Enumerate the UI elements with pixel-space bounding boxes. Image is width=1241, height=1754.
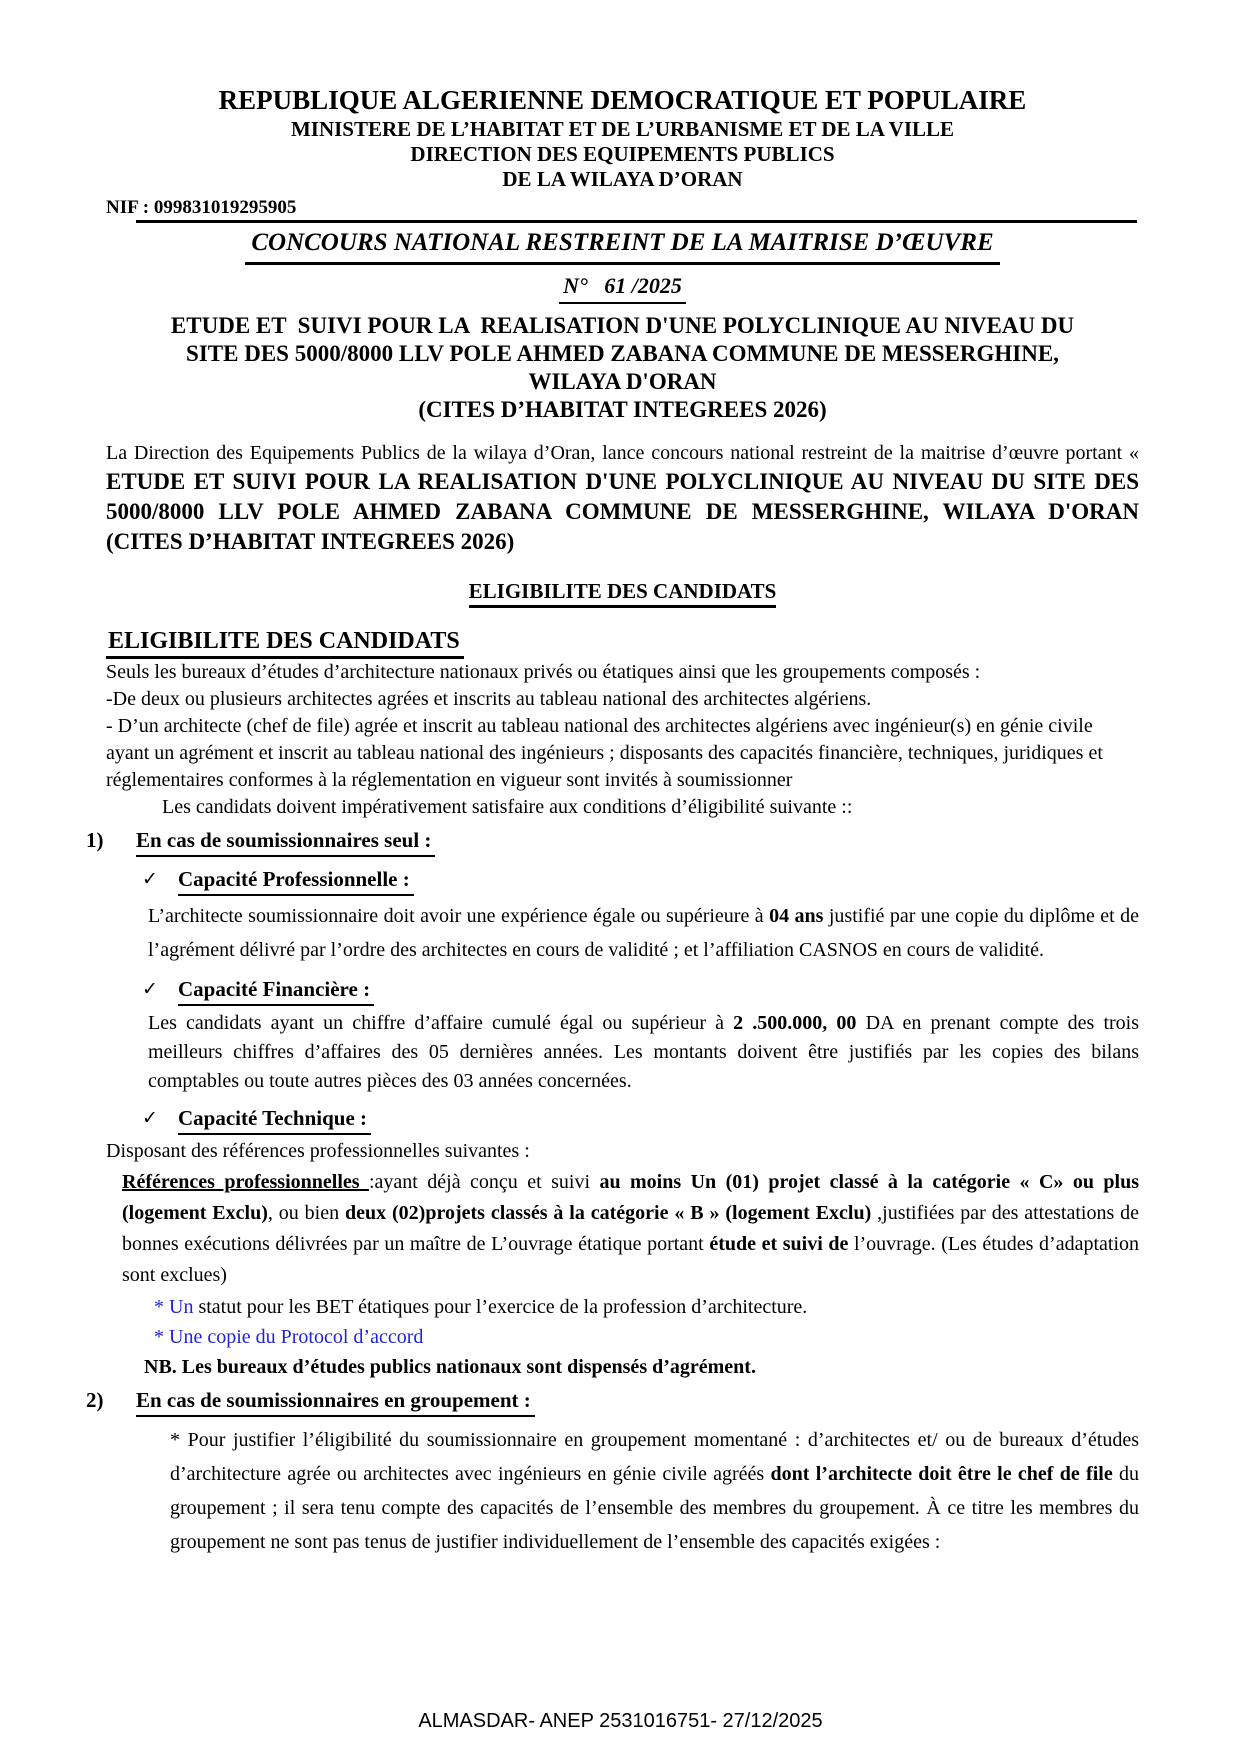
nb-note: NB. Les bureaux d’études publics nationaux sont dispensés d’agrément. xyxy=(144,1356,756,1378)
nif-line xyxy=(106,196,1139,220)
text-segment: statut pour les BET étatiques pour l’exercice de la profession d’architecture. xyxy=(193,1296,808,1318)
capacite-technique-heading xyxy=(142,1104,1139,1135)
text-segment: justifié par une copie du diplôme et de l’agrément délivré par l’ordre des architectes en cours de validité ; et l’affiliation CASNOS en cours de validité. xyxy=(148,905,1140,961)
text-segment: 2 .500.000, 00 xyxy=(733,1012,857,1034)
groupement-paragraph xyxy=(170,1423,1139,1559)
project-title-line: ETUDE ET SUIVI POUR LA REALISATION D'UNE POLYCLINIQUE AU NIVEAU DU xyxy=(170,313,1075,338)
note-protocol-accord xyxy=(154,1323,1139,1351)
check-icon: ✓ xyxy=(142,978,158,1000)
capacite-financiere-heading xyxy=(142,975,1139,1006)
text-segment: ,justifiées par des attestations de bonnes exécutions délivrées par un maître de L’ouvrage étatique portant xyxy=(122,1202,1139,1255)
text-segment: du groupement ; il sera tenu compte des capacités de l’ensemble des membres du groupement. À ce titre les membres du groupement ne sont pas tenus de justifier individuellement de l’ensemble des capacités exigées : xyxy=(170,1463,1140,1553)
project-title-line: WILAYA D'ORAN xyxy=(528,369,717,394)
item-label: En cas de soumissionnaires seul : xyxy=(136,826,435,857)
eligibility-heading-left-text: ELIGIBILITE DES CANDIDATS xyxy=(106,628,464,659)
paragraph-disposant: Disposant des références professionnelles suivantes : xyxy=(106,1140,530,1162)
header-direction: DIRECTION DES EQUIPEMENTS PUBLICS xyxy=(410,142,835,166)
paragraph-architecte-chef: - D’un architecte (chef de file) agrée et inscrit au tableau national des architectes algériens avec ingénieur(s) en génie civile ayant un agrément et inscrit au tableau national des ingénieurs ; disposants des capacités financière, techniques, juridiques et réglementaires conformes à la réglementation en vigueur sont invités à soumissionner xyxy=(106,715,1103,791)
notice-number-heading xyxy=(106,271,1139,304)
check-icon: ✓ xyxy=(142,1107,158,1129)
header-ministry: MINISTERE DE L’HABITAT ET DE L’URBANISME ET DE LA VILLE xyxy=(290,117,955,141)
notice-number-text: N° 61 /2025 xyxy=(559,271,686,304)
text-segment: au moins Un (01) projet classé à la catégorie « C» ou plus (logement Exclu) xyxy=(122,1171,1140,1224)
text-segment: :ayant déjà conçu et suivi xyxy=(368,1171,600,1193)
capacite-professionnelle-label: Capacité Professionnelle : xyxy=(178,865,414,896)
capacite-financiere-body xyxy=(148,1009,1139,1096)
text-segment: deux (02)projets classés à la catégorie « B » (logement Exclu) xyxy=(345,1202,872,1224)
item-soumissionnaire-groupement xyxy=(86,1386,1139,1417)
eligibility-heading-left xyxy=(106,628,1139,659)
text-segment: l’ouvrage. (Les études d’adaptation sont exclues) xyxy=(122,1233,1139,1286)
text-segment: * Une copie du Protocol d’accord xyxy=(154,1326,424,1348)
eligibility-heading-centered-text: ELIGIBILITE DES CANDIDATS xyxy=(469,579,777,608)
text-segment: Les candidats ayant un chiffre d’affaire cumulé égal ou supérieur à xyxy=(148,1012,734,1034)
project-title-line: (CITES D’HABITAT INTEGREES 2026) xyxy=(418,397,827,422)
capacite-professionnelle-body xyxy=(148,899,1139,967)
horizontal-rule xyxy=(136,220,1137,223)
header-republic: REPUBLIQUE ALGERIENNE DEMOCRATIQUE ET POPULAIRE xyxy=(218,85,1027,115)
note-statut-bet xyxy=(154,1293,1139,1321)
header-wilaya: DE LA WILAYA D’ORAN xyxy=(502,167,743,191)
text-segment: , ou bien xyxy=(267,1202,345,1224)
text-segment: ETUDE ET SUIVI POUR LA REALISATION D'UNE POLYCLINIQUE AU NIVEAU DU SITE DES 5000/8000 LLV POLE AHMED ZABANA COMMUNE DE MESSERGHINE, WILAYA D'ORAN (CITES D’HABITAT INTEGREES 2026) xyxy=(106,469,1139,554)
capacite-professionnelle-heading xyxy=(142,865,1139,896)
item-label: En cas de soumissionnaires en groupement : xyxy=(136,1386,535,1417)
notice-type-heading xyxy=(106,226,1139,265)
notice-type-text: CONCOURS NATIONAL RESTREINT DE LA MAITRISE D’ŒUVRE xyxy=(245,226,999,265)
text-segment: * Pour justifier l’éligibilité du soumissionnaire en groupement momentané : d’architectes et/ ou de bureaux d’études d’architecture agrée ou architectes avec ingénieurs en génie civile agréés xyxy=(170,1429,1139,1485)
text-segment: dont l’architecte doit être le chef de file xyxy=(770,1463,1113,1485)
project-title-line: SITE DES 5000/8000 LLV POLE AHMED ZABANA COMMUNE DE MESSERGHINE, xyxy=(186,341,1059,366)
text-segment: Références professionnelles xyxy=(122,1171,369,1193)
text-segment: L’architecte soumissionnaire doit avoir une expérience égale ou supérieure à xyxy=(148,905,770,927)
capacite-technique-label: Capacité Technique : xyxy=(178,1104,371,1135)
paragraph-conditions: Les candidats doivent impérativement satisfaire aux conditions d’éligibilité suivante :: xyxy=(162,796,853,818)
paragraph-seuls: Seuls les bureaux d’études d’architecture nationaux privés ou étatiques ainsi que les groupements composés : xyxy=(106,661,981,683)
item-number: 1) xyxy=(86,828,104,852)
text-segment: * Un xyxy=(154,1296,194,1318)
text-segment: étude et suivi de xyxy=(709,1233,849,1255)
references-professionnelles-paragraph xyxy=(122,1167,1139,1291)
paragraph-deux-architectes: -De deux ou plusieurs architectes agrées et inscrits au tableau national des architectes algériens. xyxy=(106,688,872,710)
text-segment: La Direction des Equipements Publics de la wilaya d’Oran, lance concours national restreint de la maitrise d’œuvre portant « xyxy=(106,442,1139,464)
intro-paragraph xyxy=(106,440,1139,557)
capacite-financiere-label: Capacité Financière : xyxy=(178,975,374,1006)
nif-value: NIF : 099831019295905 xyxy=(106,197,297,218)
text-segment: 04 ans xyxy=(769,905,824,927)
text-segment: DA en prenant compte des trois meilleurs chiffres d’affaires des 05 dernières années. Les montants doivent être justifiés par les copies des bilans comptables ou toute autres pièces des 03 années concernées. xyxy=(148,1012,1140,1092)
anep-footer: ALMASDAR- ANEP 2531016751- 27/12/2025 xyxy=(418,1710,823,1732)
project-title xyxy=(106,312,1139,424)
item-number: 2) xyxy=(86,1388,104,1412)
eligibility-heading-centered xyxy=(106,579,1139,608)
item-soumissionnaire-seul xyxy=(86,826,1139,857)
check-icon: ✓ xyxy=(142,868,158,890)
